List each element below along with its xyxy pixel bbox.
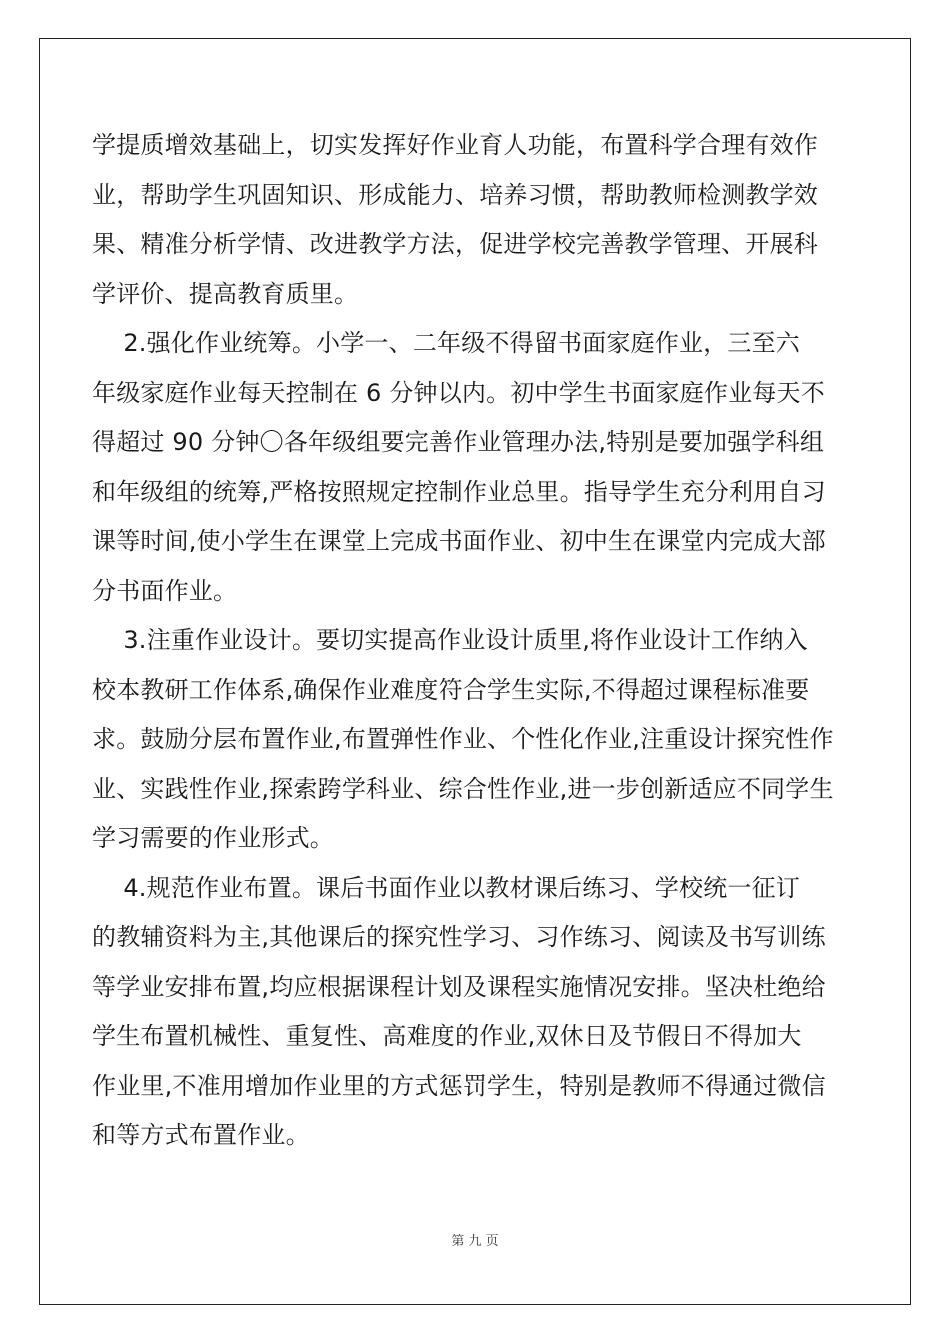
text-line: 课等时间,使小学生在课堂上完成书面作业、初中生在课堂内完成大部 (92, 527, 826, 555)
text-line: 的教辅资料为主,其他课后的探究性学习、习作练习、阅读及书写训练 (92, 923, 826, 951)
text-line: 和年级组的统筹,严格按照规定控制作业总里。指导学生充分利用自习 (92, 477, 826, 506)
text-line: 年级家庭作业每天控制在 6 分钟以内。初中学生书面家庭作业每天不 (92, 378, 825, 407)
document-body (92, 121, 862, 1161)
page-number: 第 九 页 (451, 1234, 499, 1249)
text-line: 等学业安排布置,均应根据课程计划及课程实施情况安排。坚决杜绝给 (92, 972, 826, 1001)
text-line: 业，帮助学生巩固知识、形成能力、培养习惯，帮助教师检测教学效 (92, 180, 818, 209)
paragraph-2-start: 2.强化作业统筹。小学一、二年级不得留书面家庭作业，三至六 (92, 329, 801, 357)
text-line: 校本教研工作体系,确保作业难度符合学生实际,不得超过课程标准要 (92, 675, 810, 704)
text-line: 和等方式布置作业。 (92, 1121, 310, 1149)
text-line: 业、实践性作业,探索跨学科业、综合性作业,进一步创新适应不同学生 (92, 774, 834, 803)
paragraph-4-start: 4.规范作业布置。课后书面作业以教材课后练习、学校统一征订 (92, 873, 801, 902)
text-line: 求。鼓励分层布置作业,布置弹性作业、个性化作业,注重设计探究性作 (92, 725, 834, 753)
text-line: 分书面作业。 (92, 576, 238, 605)
text-line: 果、精准分析学情、改进教学方法，促进学校完善教学管理、开展科 (92, 230, 818, 258)
text-line: 学生布置机械性、重复性、高难度的作业,双休日及节假日不得加大 (92, 1022, 802, 1050)
text-line: 得超过 90 分钟〇各年级组要完善作业管理办法,特别是要加强学科组 (92, 428, 825, 456)
paragraph-3-start: 3.注重作业设计。要切实提高作业设计质里,将作业设计工作纳入 (92, 626, 808, 654)
text-line: 学评价、提高教育质里。 (92, 279, 359, 308)
text-line: 作业里,不准用增加作业里的方式惩罚学生，特别是教师不得通过微信 (92, 1071, 826, 1100)
text-line: 学提质增效基础上，切实发挥好作业育人功能，布置科学合理有效作 (92, 131, 818, 159)
text-line: 学习需要的作业形式。 (92, 824, 334, 852)
